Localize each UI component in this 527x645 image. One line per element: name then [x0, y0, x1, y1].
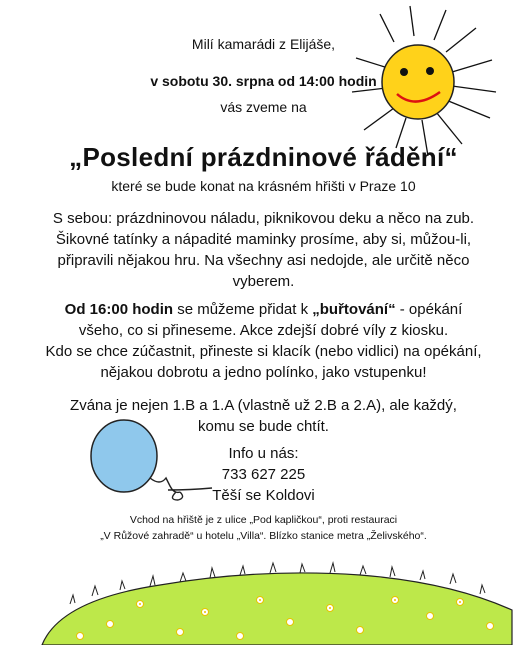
roast-text-after: - opékání: [395, 301, 463, 318]
roast-line-3: Kdo se chce zúčastnit, přineste si klacík (nebo vidlici) na opékání,: [45, 343, 482, 360]
roast-line-4: nějakou dobrotu a jedno polínko, jako vstupenku!: [100, 364, 427, 381]
contact-signoff: Těší se Koldovi: [212, 487, 315, 504]
directions-line-1: Vchod na hřiště je z ulice „Pod kapličkou“, proti restauraci: [129, 514, 398, 526]
welcome-line-1: Zvána je nejen 1.B a 1.A (vlastně už 2.B a 2.A), ale každý,: [70, 397, 457, 414]
roast-time: Od 16:00 hodin: [64, 301, 174, 318]
roast-word: „buřtování“: [312, 301, 396, 318]
roast-text-before: se můžeme přidat k: [173, 301, 313, 318]
bring-line-4: vyberem.: [232, 273, 295, 290]
welcome-line-2: komu se bude chtít.: [198, 418, 329, 435]
bring-line-3: připravili nějakou hru. Na všechny asi nedojde, ale určitě něco: [57, 252, 470, 269]
date-line: v sobotu 30. srpna od 14:00 hodin: [150, 73, 377, 89]
contact-label: Info u nás:: [228, 445, 299, 462]
grass-hill-icon: [42, 563, 512, 645]
roast-line-2: všeho, co si přineseme. Akce zdejší dobré víly z kiosku.: [78, 322, 449, 339]
bring-line-1: S sebou: prázdninovou náladu, piknikovou deku a něco na zub.: [52, 210, 475, 227]
greeting: Milí kamarádi z Elijáše,: [191, 36, 336, 52]
directions-line-2: „V Růžové zahradě“ u hotelu „Villa“. Blízko stanice metra „Želivského“.: [100, 530, 427, 542]
contact-phone: 733 627 225: [221, 466, 306, 483]
event-title: „Poslední prázdninové řádění“: [69, 142, 458, 172]
roast-line-1: [0, 300, 527, 320]
invite-line: vás zveme na: [220, 99, 307, 115]
venue-line: které se bude konat na krásném hřišti v Praze 10: [111, 178, 416, 194]
bring-line-2: Šikovné tatínky a nápadité maminky prosíme, aby si, můžou-li,: [55, 231, 472, 248]
